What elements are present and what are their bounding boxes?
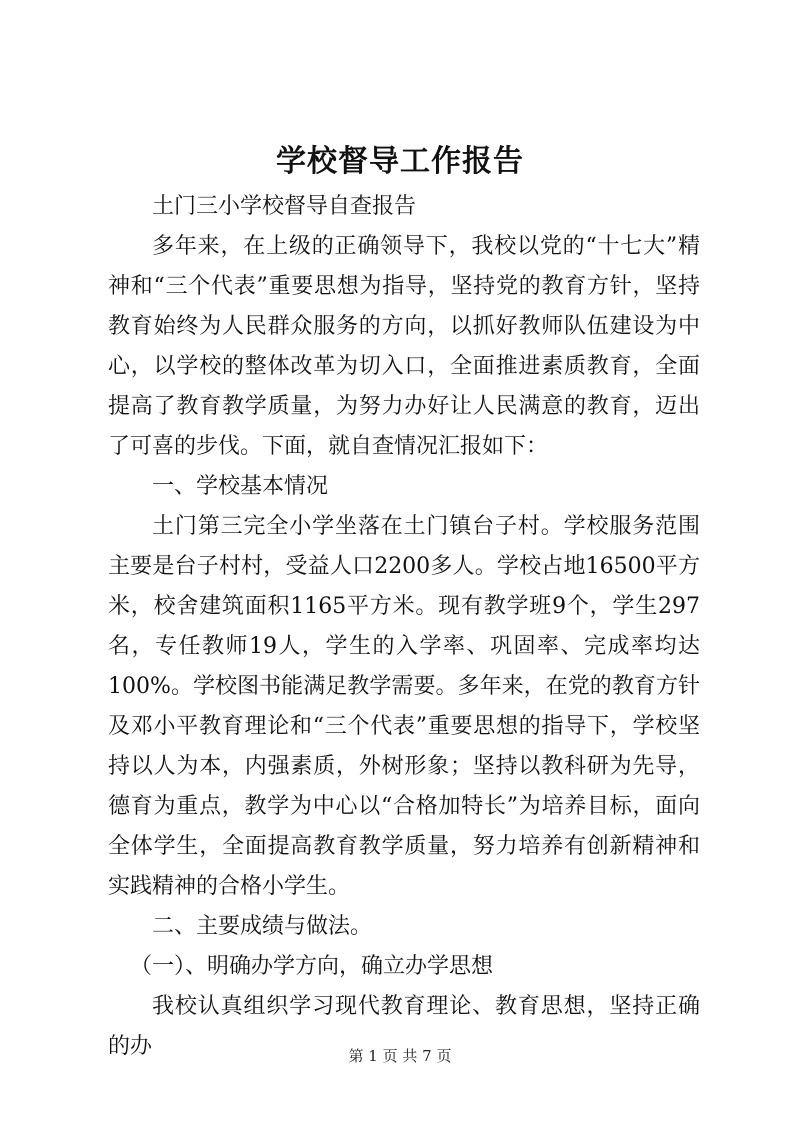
document-title: 学校督导工作报告 — [276, 144, 524, 179]
intro-paragraph: 多年来，在上级的正确领导下，我校以党的“十七大”精神和“三个代表”重要思想为指导，坚持党的教育方针，坚持教育始终为人民群众服务的方向，以抓好教师队伍建设为中心，以学校的整体改革为切入口，全面推进素质教育，全面提高了教育教学质量，为努力办好让人民满意的教育，迈出了可喜的步伐。下面，就自查情况汇报如下： — [108, 234, 700, 459]
section2-heading: 二、主要成绩与做法。 — [152, 914, 373, 939]
section2-sub-heading: （一）、明确办学方向，确立办学思想 — [130, 954, 494, 979]
section2-sub-paragraph: 我校认真组织学习现代教育理论、教育思想，坚持正确的办 — [108, 994, 700, 1059]
section1-paragraph: 土门第三完全小学坐落在土门镇台子村。学校服务范围主要是台子村村，受益人口2200多人。学校占地16500平方米，校舍建筑面积1165平方米。现有教学班9个，学生297名，专任教师19人，学生的入学率、巩固率、完成率均达100%。学校图书能满足教学需要。多年来，在党的教育方针及邓小平教育理论和“三个代表”重要思想的指导下，学校坚持以人为本，内强素质，外树形象；坚持以教科研为先导，德育为重点，教学为中心以“合格加特长”为培养目标，面向全体学生，全面提高教育教学质量，努力培养有创新精神和实践精神的合格小学生。 — [108, 514, 700, 899]
subtitle-paragraph: 土门三小学校督导自查报告 — [152, 194, 417, 219]
page-footer: 第 1 页 共 7 页 — [348, 1047, 452, 1065]
section1-heading: 一、学校基本情况 — [152, 474, 329, 499]
document-body — [108, 187, 700, 1067]
